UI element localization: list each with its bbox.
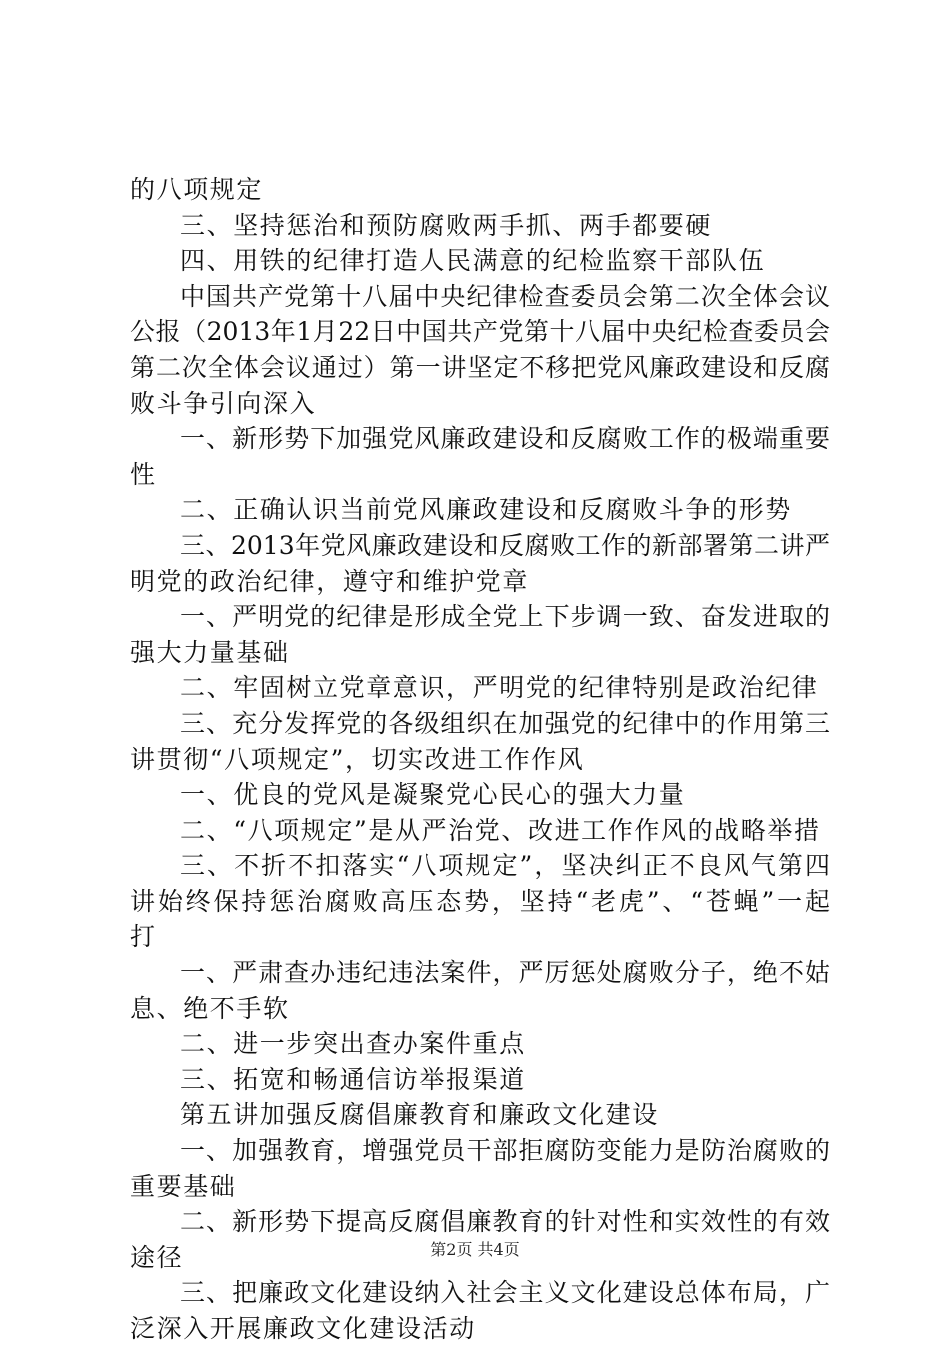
- text-line: 败斗争引向深入: [130, 388, 317, 418]
- text-line: 息、绝不手软: [130, 993, 290, 1023]
- text-line: 一、严肃查办违纪违法案件，严厉惩处腐败分子，绝不姑: [180, 958, 830, 988]
- text-line: 打: [130, 922, 157, 952]
- text-line: 泛深入开展廉政文化建设活动: [130, 1314, 476, 1343]
- text-line: 中国共产党第十八届中央纪律检查委员会第二次全体会议: [180, 281, 830, 311]
- text-line: 一、优良的党风是凝聚党心民心的强大力量: [180, 780, 686, 810]
- text-line: 二、进一步突出查办案件重点: [180, 1029, 526, 1059]
- text-line: 第二次全体会议通过）第一讲坚定不移把党风廉政建设和反腐: [130, 352, 830, 382]
- text-line: 三、把廉政文化建设纳入社会主义文化建设总体布局，广: [180, 1278, 830, 1308]
- text-line: 一、严明党的纪律是形成全党上下步调一致、奋发进取的: [180, 602, 830, 632]
- text-line: 三、2013年党风廉政建设和反腐败工作的新部署第二讲严: [180, 530, 830, 560]
- text-line: 三、坚持惩治和预防腐败两手抓、两手都要硬: [180, 210, 713, 240]
- text-line: 重要基础: [130, 1171, 237, 1201]
- text-line: 强大力量基础: [130, 637, 290, 667]
- text-line: 性: [130, 459, 157, 489]
- text-line: 二、新形势下提高反腐倡廉教育的针对性和实效性的有效: [180, 1207, 830, 1237]
- text-line: 公报（2013年1月22日中国共产党第十八届中央纪检查委员会: [130, 317, 830, 347]
- text-line: 三、拓宽和畅通信访举报渠道: [180, 1064, 526, 1094]
- text-line: 第五讲加强反腐倡廉教育和廉政文化建设: [180, 1100, 659, 1130]
- text-line: 的八项规定: [130, 175, 264, 204]
- text-line: 途径: [130, 1242, 184, 1272]
- text-line: 三、充分发挥党的各级组织在加强党的纪律中的作用第三: [180, 708, 830, 738]
- text-line: 三、不折不扣落实“八项规定”，坚决纠正不良风气第四: [180, 851, 830, 881]
- text-line: 讲始终保持惩治腐败高压态势，坚持“老虎”、“苍蝇”一起: [130, 886, 830, 916]
- text-line: 讲贯彻“八项规定”，切实改进工作作风: [130, 744, 585, 774]
- page-footer: 第2页 共4页: [430, 1240, 520, 1259]
- text-line: 一、加强教育，增强党员干部拒腐防变能力是防治腐败的: [180, 1136, 830, 1166]
- text-line: 一、新形势下加强党风廉政建设和反腐败工作的极端重要: [180, 424, 830, 454]
- document-body: [130, 172, 830, 1347]
- text-line: 二、“八项规定”是从严治党、改进工作作风的战略举措: [180, 815, 821, 845]
- text-line: 二、正确认识当前党风廉政建设和反腐败斗争的形势: [180, 495, 792, 525]
- text-line: 明党的政治纪律，遵守和维护党章: [130, 566, 530, 596]
- text-line: 二、牢固树立党章意识，严明党的纪律特别是政治纪律: [180, 673, 819, 703]
- text-line: 四、用铁的纪律打造人民满意的纪检监察干部队伍: [180, 246, 766, 276]
